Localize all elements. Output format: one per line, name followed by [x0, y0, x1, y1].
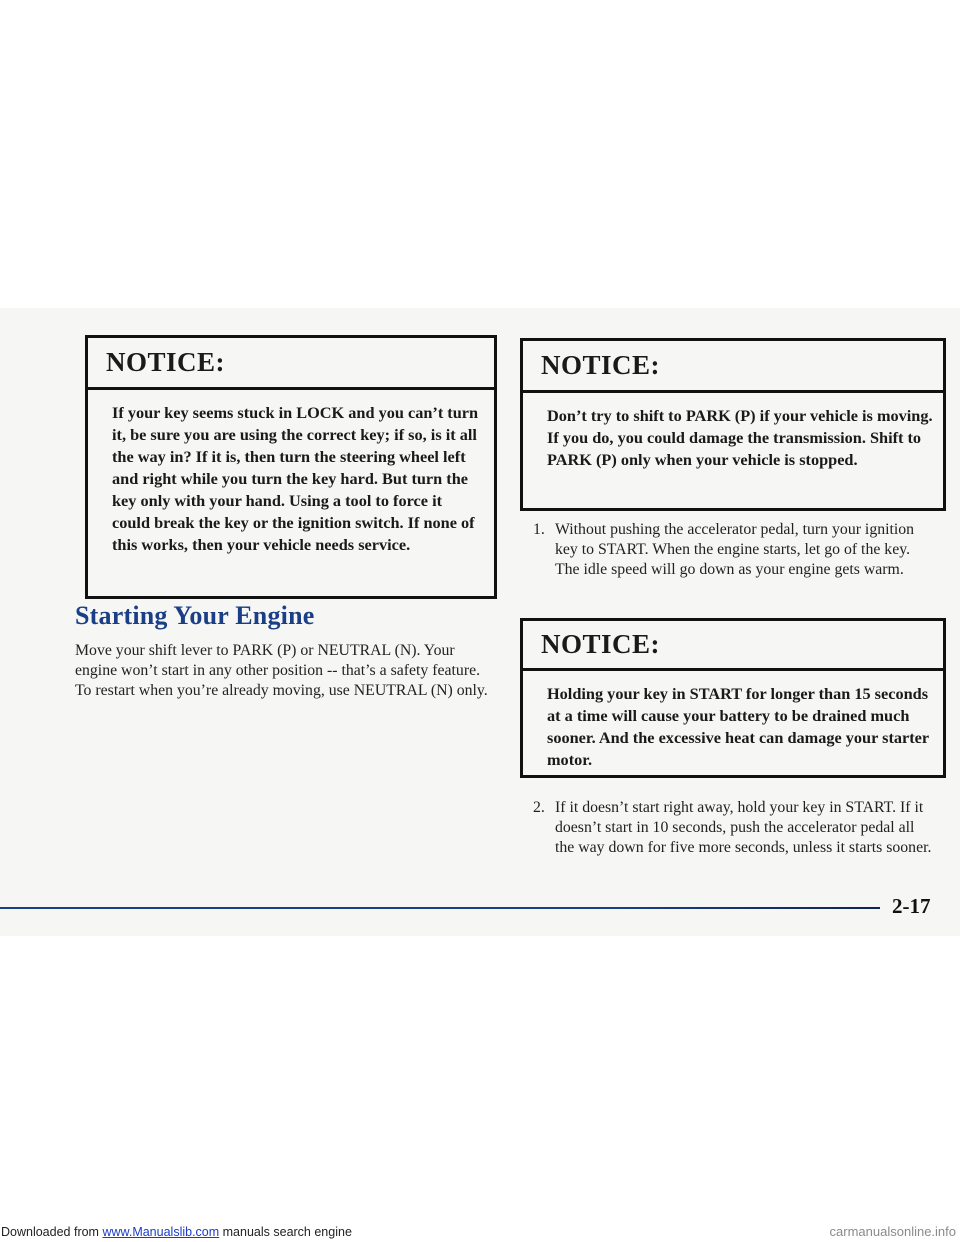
step-number: 2. — [533, 799, 545, 816]
section-title: Starting Your Engine — [75, 601, 315, 630]
step-text: If it doesn’t start right away, hold your key in START. If it doesn’t start in 10 seconds, push the accelerator pedal all the way down for five more seconds, unless it starts sooner. — [555, 799, 932, 856]
notice-body — [88, 390, 494, 556]
notice-text: Holding your key in START for longer than 15 seconds at a time will cause your battery to be drained much sooner. And the excessive heat can damage your starter motor. — [547, 684, 929, 769]
notice-box-park — [520, 338, 946, 511]
manual-page — [0, 308, 960, 936]
page-number: 2-17 — [892, 894, 931, 918]
notice-box-start-duration — [520, 618, 946, 778]
step-item — [533, 798, 933, 858]
notice-title: NOTICE: — [88, 338, 494, 390]
step-text: Without pushing the accelerator pedal, turn your ignition key to START. When the engine starts, let go of the key. The idle speed will go down as your engine gets warm. — [555, 521, 915, 578]
download-footer — [0, 1222, 960, 1242]
manualslib-link[interactable]: www.Manualslib.com — [102, 1225, 220, 1239]
notice-title: NOTICE: — [523, 341, 943, 393]
notice-body — [523, 671, 943, 771]
notice-text: Don’t try to shift to PARK (P) if your vehicle is moving. If you do, you could damage the transmission. Shift to PARK (P) only when your vehicle is stopped. — [547, 406, 933, 469]
section-paragraph: Move your shift lever to PARK (P) or NEUTRAL (N). Your engine won’t start in any other position -- that’s a safety feature. To restart when you’re already moving, use NEUTRAL (N) only. — [75, 642, 488, 699]
download-prefix: Downloaded from — [1, 1225, 103, 1239]
notice-body — [523, 393, 943, 471]
notice-box-stuck-key — [85, 335, 497, 599]
download-suffix: manuals search engine — [219, 1225, 352, 1239]
watermark-text: carmanualsonline.info — [829, 1224, 956, 1239]
notice-text: If your key seems stuck in LOCK and you can’t turn it, be sure you are using the correct key; if so, is it all the way in? If it is, then turn the steering wheel left and right while you turn the key hard. But turn the key only with your hand. Using a tool to force it could break the key or the ignition switch. If none of this works, then your vehicle needs service. — [112, 403, 479, 554]
footer-rule — [0, 907, 880, 909]
step-number: 1. — [533, 521, 545, 538]
download-notice — [1, 1222, 352, 1242]
notice-title: NOTICE: — [523, 621, 943, 671]
step-item — [533, 520, 933, 580]
